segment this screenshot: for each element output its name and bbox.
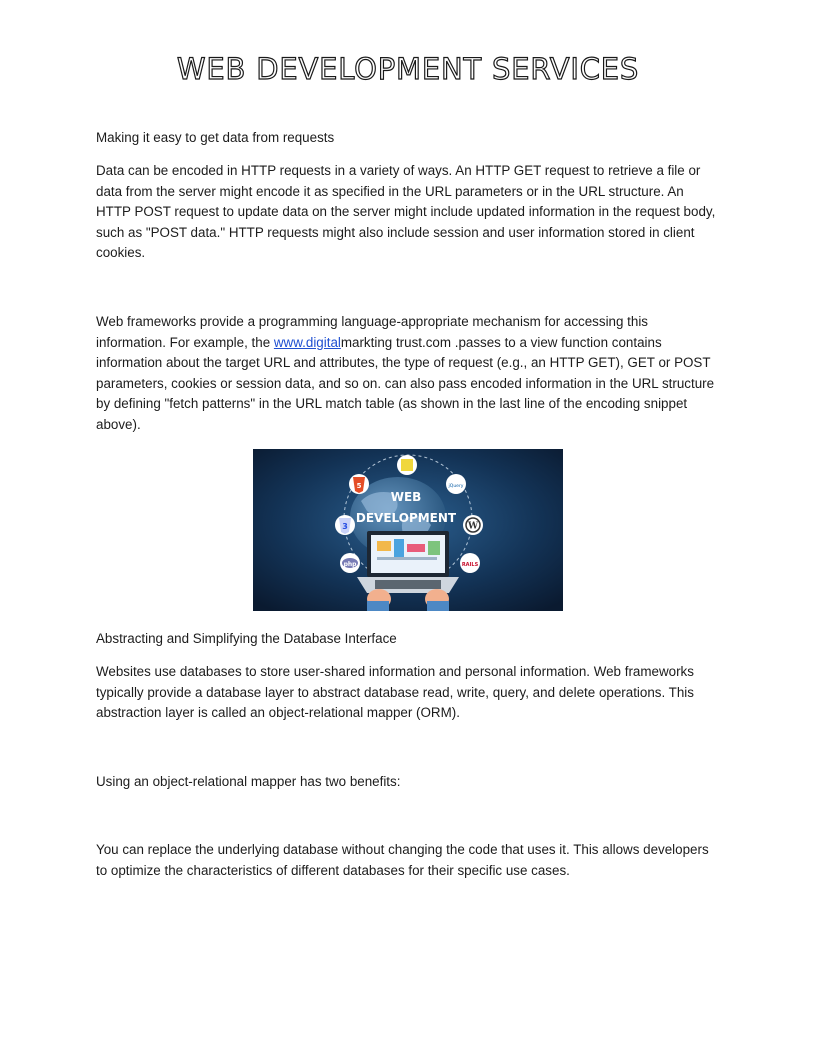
image-title-line2: DEVELOPMENT [355, 511, 457, 525]
paragraph-http-encoding: Data can be encoded in HTTP requests in a variety of ways. An HTTP GET request to retrieve a file or data from the server might encode it as specified in the URL parameters or in the URL structure. An HTTP POST request to update data on the server might include updated information in the request body, such as "POST data." HTTP requests might also include session and user information stored in client cookies. [96, 163, 716, 261]
laptop-icon [357, 531, 459, 593]
paragraph-text-part1: Web frameworks provide a programming language-appropriate mechanism for accessing this information. For example, the [96, 314, 649, 350]
web-development-illustration [253, 449, 563, 611]
section-heading-database: Abstracting and Simplifying the Database Interface [96, 631, 397, 646]
php-icon [340, 553, 360, 573]
paragraph-text-part2: markting trust.com .passes to a view function contains information about the target URL and attributes, the type of request (e.g., an HTTP GET), GET or POST parameters, cookies or session data, and so on. can also pass encoded information in the URL structure by defining "fetch patterns" in the URL match table (as shown in the last line of the encoding snippet above). [96, 334, 715, 432]
html5-icon [349, 474, 369, 494]
svg-text:php: php [343, 561, 357, 568]
paragraph-web-frameworks [96, 312, 718, 436]
svg-text:3: 3 [342, 522, 348, 531]
section-heading-requests: Making it easy to get data from requests [96, 130, 335, 145]
svg-text:RAILS: RAILS [461, 562, 479, 568]
wordpress-icon [463, 515, 483, 535]
digital-link[interactable]: www.digital [273, 334, 341, 350]
paragraph-orm-benefits: Using an object-relational mapper has two benefits: [96, 774, 401, 789]
svg-text:5: 5 [356, 482, 362, 490]
rails-icon [460, 553, 480, 573]
paragraph-databases: Websites use databases to store user-shared information and personal information. Web frameworks typically provide a database layer to abstract database read, write, query, and delete operations. This abstraction layer is called an object-relational mapper (ORM). [96, 664, 694, 721]
js-icon [397, 455, 417, 475]
svg-text:jQuery: jQuery [448, 484, 464, 489]
jquery-icon [446, 474, 466, 494]
paragraph-replace-database: You can replace the underlying database without changing the code that uses it. This allows developers to optimize the characteristics of different databases for their specific use cases. [96, 842, 709, 878]
image-title-line1: WEB [390, 490, 422, 504]
page-title: WEB DEVELOPMENT SERVICES [176, 52, 640, 86]
css-icon [335, 515, 355, 535]
svg-text:W: W [467, 521, 479, 532]
